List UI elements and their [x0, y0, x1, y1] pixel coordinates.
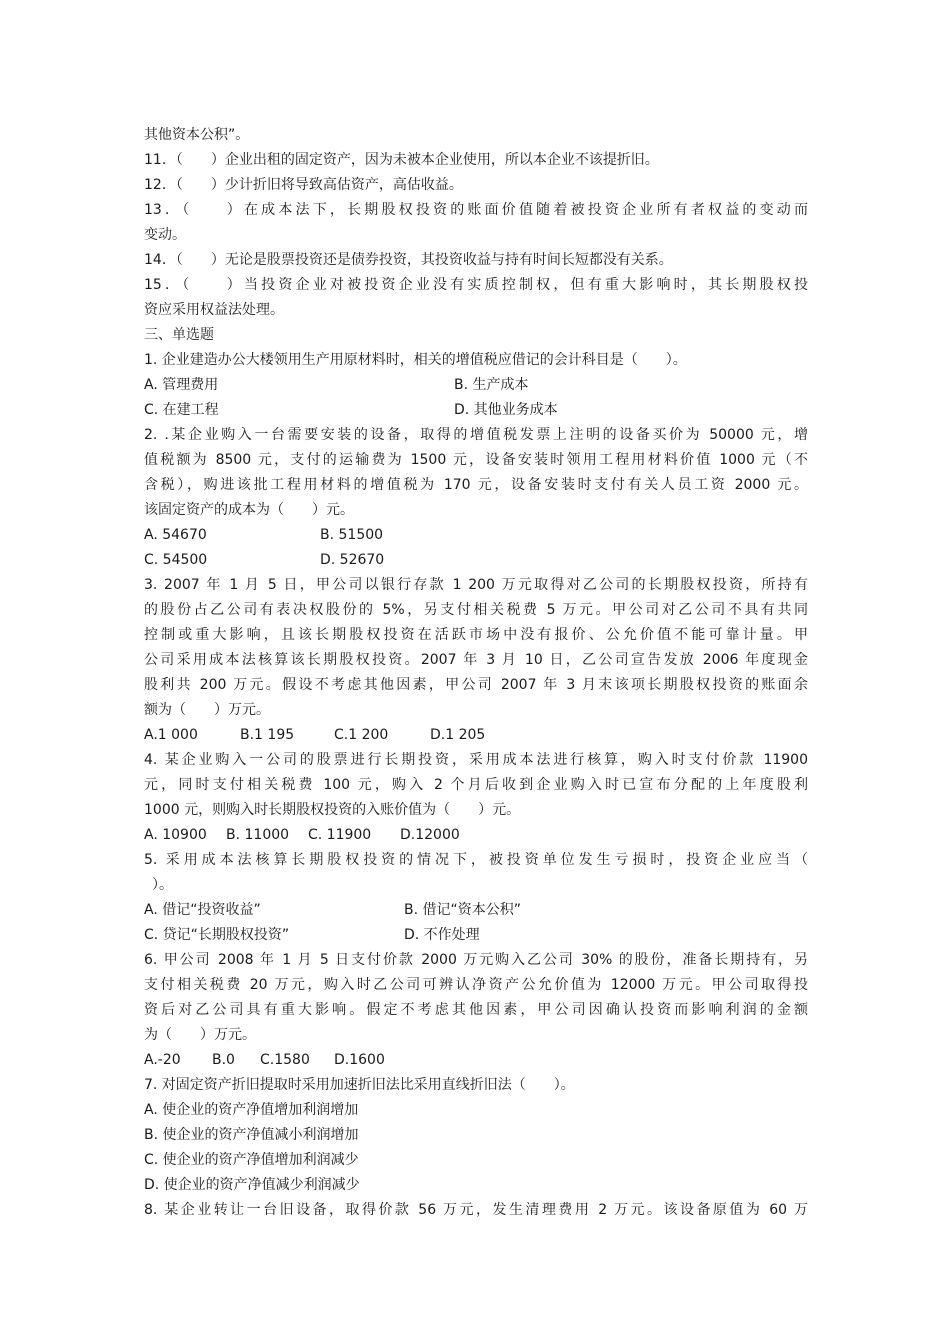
text-line: 资后对乙公司具有重大影响。假定不考虑其他因素，甲公司因确认投资而影响利润的金额 — [144, 1002, 808, 1018]
option: C. 11900 — [308, 827, 372, 843]
text-line: 变动。 — [144, 227, 186, 243]
question-8: 8. 某企业转让一台旧设备，取得价款 56 万元，发生清理费用 2 万元。该设备原值为 60 万 — [144, 1202, 808, 1218]
option: D.1600 — [334, 1052, 385, 1068]
option: A. 管理费用 — [144, 377, 219, 393]
options-row — [144, 923, 808, 948]
options-row — [144, 548, 808, 573]
option: D. 不作处理 — [404, 927, 480, 943]
option: D.1 205 — [430, 727, 486, 743]
text-line: 的股份占乙公司有表决权股份的 5%，另支付相关税费 5 万元。甲公司对乙公司不具有共同 — [144, 602, 808, 618]
document-page — [144, 123, 808, 1223]
option: D. 其他业务成本 — [454, 402, 558, 418]
option: A.-20 — [144, 1052, 181, 1068]
option: D. 使企业的资产净值减少利润减少 — [144, 1177, 360, 1193]
text-line: 12．（ ）少计折旧将导致高估资产，高估收益。 — [144, 177, 463, 193]
question-7: 7. 对固定资产折旧提取时采用加速折旧法比采用直线折旧法（ ）。 — [144, 1077, 575, 1093]
options-row — [144, 898, 808, 923]
text-line: 公司采用成本法核算该长期股权投资。2007 年 3 月 10 日，乙公司宣告发放 2006 年度现金 — [144, 652, 808, 668]
option: A. 借记“投资收益” — [144, 902, 261, 918]
option: C.1580 — [260, 1052, 310, 1068]
text-line: 股利共 200 万元。假设不考虑其他因素，甲公司 2007 年 3 月末该项长期股权投资的账面余 — [144, 677, 808, 693]
text-line: 该固定资产的成本为（ ）元。 — [144, 502, 354, 518]
option: A. 54670 — [144, 527, 207, 543]
option: B. 51500 — [320, 527, 384, 543]
option: C. 在建工程 — [144, 402, 219, 418]
options-row — [144, 523, 808, 548]
option: C. 54500 — [144, 552, 208, 568]
option: D.12000 — [400, 827, 460, 843]
question-5: 5. 采用成本法核算长期股权投资的情况下，被投资单位发生亏损时，投资企业应当（ — [144, 852, 808, 868]
text-line: 控制或重大影响，且该长期股权投资在活跃市场中没有报价、公允价值不能可靠计量。甲 — [144, 627, 808, 643]
option: C.1 200 — [334, 727, 389, 743]
option: B. 11000 — [226, 827, 290, 843]
text-line: 15．（ ）当投资企业对被投资企业没有实质控制权，但有重大影响时，其长期股权投 — [144, 277, 808, 293]
options-row — [144, 1048, 808, 1073]
option: C. 贷记“长期股权投资” — [144, 927, 290, 943]
option: B. 生产成本 — [454, 377, 529, 393]
section-heading: 三、单选题 — [144, 327, 214, 343]
option: A.1 000 — [144, 727, 198, 743]
question-1: 1. 企业建造办公大楼领用生产用原材料时，相关的增值税应借记的会计科目是（ ）。 — [144, 352, 687, 368]
option: A. 10900 — [144, 827, 207, 843]
options-row — [144, 373, 808, 398]
question-3: 3. 2007 年 1 月 5 日，甲公司以银行存款 1 200 万元取得对乙公司的长期股权投资，所持有 — [144, 577, 808, 593]
option: B.1 195 — [240, 727, 295, 743]
option: B. 使企业的资产净值减小利润增加 — [144, 1127, 359, 1143]
text-line: 其他资本公积”。 — [144, 127, 250, 143]
question-2: 2. .某企业购入一台需要安装的设备，取得的增值税发票上注明的设备买价为 50000 元，增 — [144, 427, 808, 443]
text-line: 支付相关税费 20 万元，购入时乙公司可辨认净资产公允价值为 12000 万元。甲公司取得投 — [144, 977, 808, 993]
text-line: 值税额为 8500 元，支付的运输费为 1500 元，设备安装时领用工程用材料价值 1000 元（不 — [144, 452, 808, 468]
option: D. 52670 — [320, 552, 385, 568]
option: C. 使企业的资产净值增加利润减少 — [144, 1152, 359, 1168]
text-line: 14．（ ）无论是股票投资还是债券投资，其投资收益与持有时间长短都没有关系。 — [144, 252, 673, 268]
text-line: 为（ ）万元。 — [144, 1027, 256, 1043]
text-line: 1000 元，则购入时长期股权投资的入账价值为（ ）元。 — [144, 802, 521, 818]
options-row — [144, 723, 808, 748]
text-line: 13．（ ）在成本法下，长期股权投资的账面价值随着被投资企业所有者权益的变动而 — [144, 202, 808, 218]
option: B.0 — [212, 1052, 235, 1068]
text-line: 额为（ ）万元。 — [144, 702, 270, 718]
text-line: 资应采用权益法处理。 — [144, 302, 284, 318]
text-line: ）。 — [152, 877, 173, 893]
question-6: 6. 甲公司 2008 年 1 月 5 日支付价款 2000 万元购入乙公司 30% 的股份，准备长期持有，另 — [144, 952, 808, 968]
text-line: 元，同时支付相关税费 100 元，购入 2 个月后收到企业购入时已宣布分配的上年度股利 — [144, 777, 808, 793]
text-line: 11．（ ）企业出租的固定资产，因为未被本企业使用，所以本企业不该提折旧。 — [144, 152, 659, 168]
question-4: 4. 某企业购入一公司的股票进行长期投资，采用成本法进行核算，购入时支付价款 11900 — [144, 752, 808, 768]
text-line: 含税），购进该批工程用材料的增值税为 170 元，设备安装时支付有关人员工资 2000 元。 — [144, 477, 808, 493]
options-row — [144, 823, 808, 848]
options-row — [144, 398, 808, 423]
option: B. 借记“资本公积” — [404, 902, 522, 918]
option: A. 使企业的资产净值增加利润增加 — [144, 1102, 359, 1118]
